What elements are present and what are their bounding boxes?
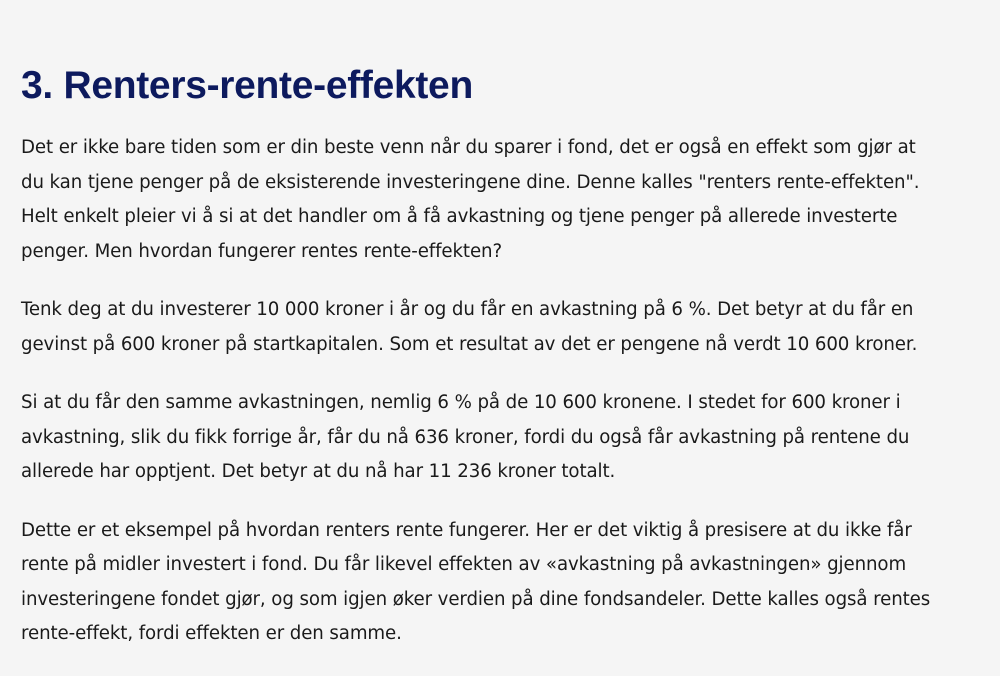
section-heading: 3. Renters-rente-effekten <box>21 64 473 107</box>
paragraph-example-first-year: Tenk deg at du investerer 10 000 kroner i år og du får en avkastning på 6 %. Det betyr at du får en gevinst på 600 kroner på startkapitalen. Som et resultat av det er pengene nå verdt 10 600 kroner. <box>21 299 918 355</box>
paragraph-conclusion: Dette er et eksempel på hvordan renters rente fungerer. Her er det viktig å presisere at du ikke får rente på midler investert i fond. Du får likevel effekten av «avkastning på avkastningen» gjennom investeringene fondet gjør, og som igjen øker verdien på dine fondsandeler. Dette kalles også rentes rente-effekt, fordi effekten er den samme. <box>21 519 931 644</box>
paragraph-example-second-year: Si at du får den samme avkastningen, nemlig 6 % på de 10 600 kronene. I stedet for 600 kroner i avkastning, slik du fikk forrige år, får du nå 636 kroner, fordi du også får avkastning på rentene du allerede har opptjent. Det betyr at du nå har 11 236 kroner totalt. <box>21 392 910 482</box>
paragraph-intro: Det er ikke bare tiden som er din beste venn når du sparer i fond, det er også en effekt som gjør at du kan tjene penger på de eksisterende investeringene dine. Denne kalles "renters rente-effekten". Helt enkelt pleier vi å si at det handler om å få avkastning og tjene penger på allerede investerte penger. Men hvordan fungerer rentes rente-effekten? <box>21 137 920 262</box>
article <box>21 58 991 676</box>
